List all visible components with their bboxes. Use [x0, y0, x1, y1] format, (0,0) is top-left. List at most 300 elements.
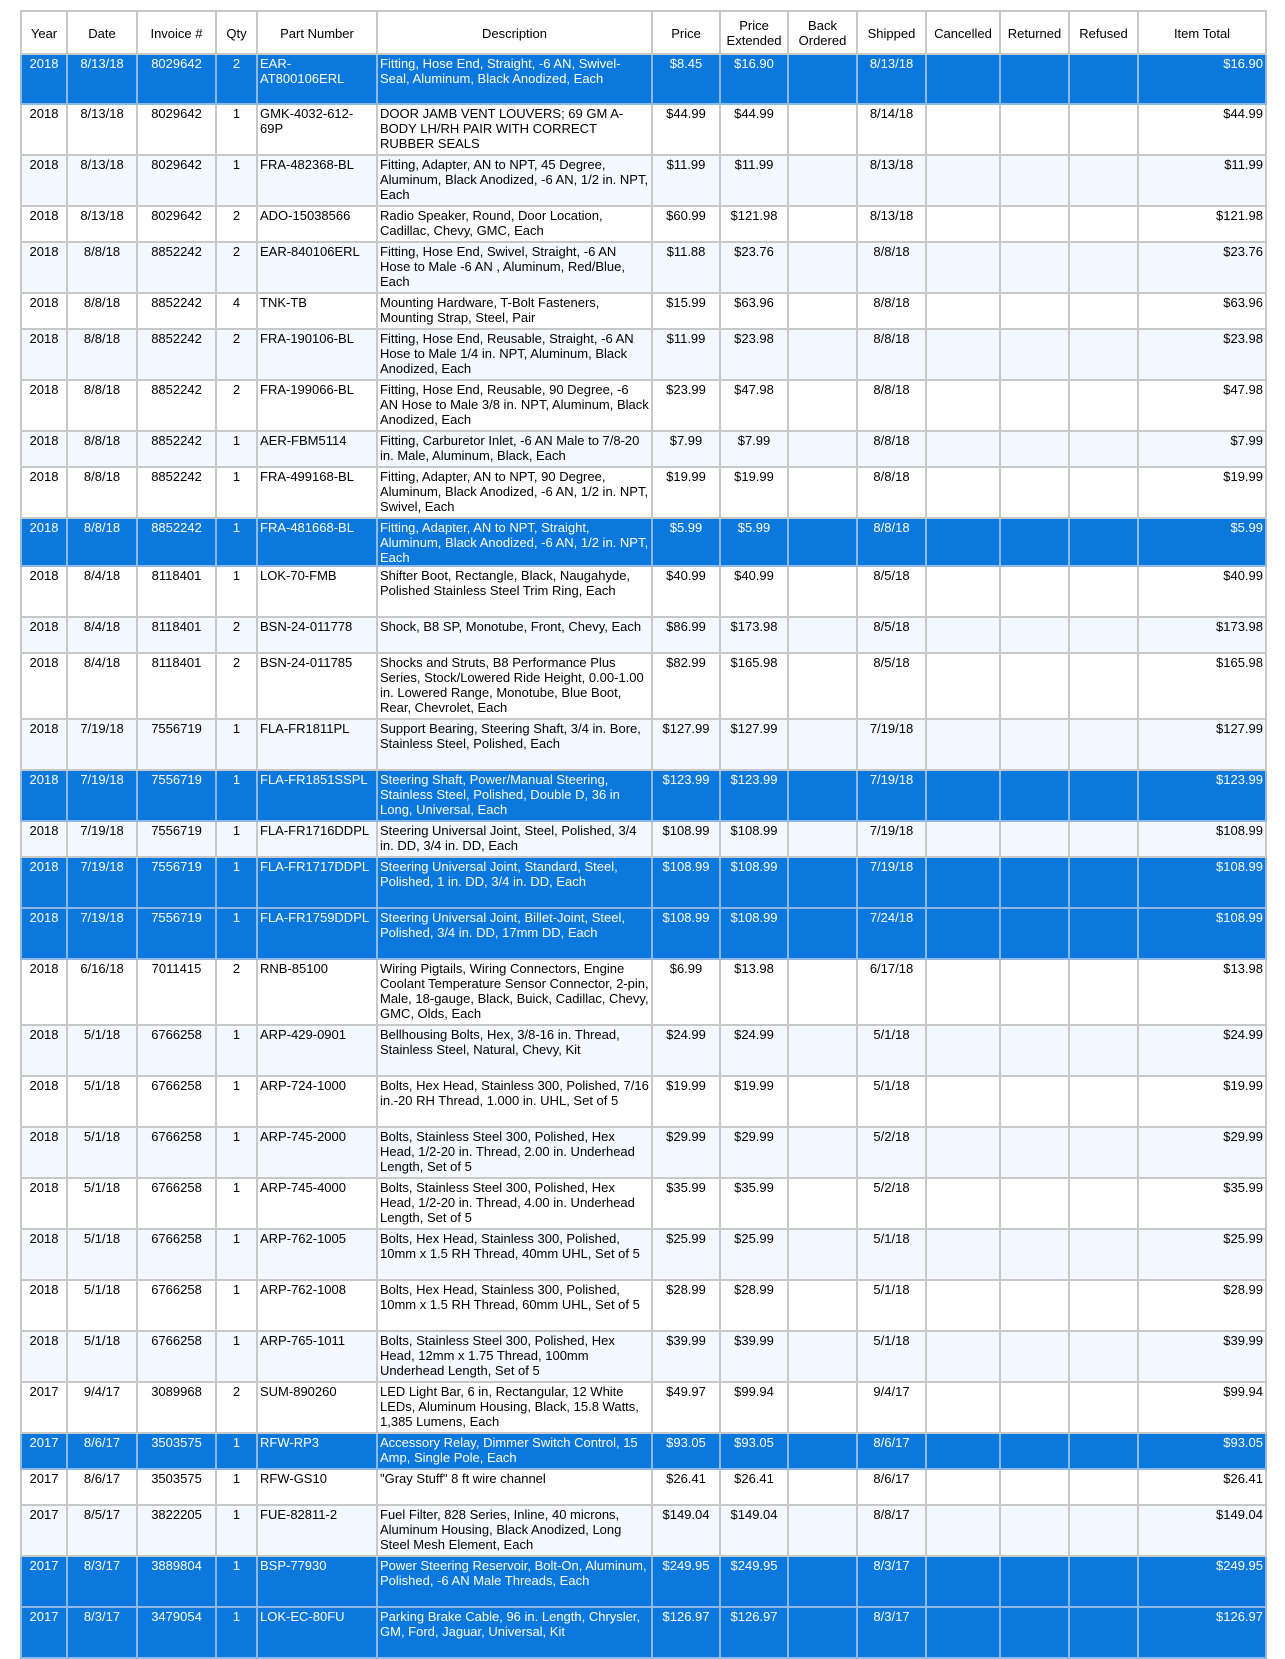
header-cancelled[interactable]: Cancelled — [926, 11, 1000, 54]
cell-date: 8/8/18 — [67, 329, 137, 380]
cell-price: $82.99 — [652, 653, 720, 719]
cell-returned — [1000, 54, 1069, 104]
cell-returned — [1000, 1382, 1069, 1433]
cell-description: Steering Universal Joint, Standard, Steel, Polished, 1 in. DD, 3/4 in. DD, Each — [377, 857, 652, 908]
cell-description: Mounting Hardware, T-Bolt Fasteners, Mounting Strap, Steel, Pair — [377, 293, 652, 329]
cell-qty: 1 — [216, 104, 257, 155]
cell-price-extended: $93.05 — [720, 1433, 788, 1469]
cell-back-ordered — [788, 566, 857, 617]
cell-price: $39.99 — [652, 1331, 720, 1382]
cell-price: $249.95 — [652, 1556, 720, 1607]
cell-returned — [1000, 566, 1069, 617]
cell-date: 8/4/18 — [67, 566, 137, 617]
table-row[interactable] — [21, 206, 1266, 242]
order-history-grid — [20, 10, 1267, 1659]
cell-price-extended: $29.99 — [720, 1127, 788, 1178]
cell-invoice: 8118401 — [137, 617, 216, 653]
cell-back-ordered — [788, 1076, 857, 1127]
cell-part-number: FRA-190106-BL — [257, 329, 377, 380]
cell-invoice: 7556719 — [137, 719, 216, 770]
cell-shipped: 8/3/17 — [857, 1556, 926, 1607]
cell-item-total: $23.76 — [1138, 242, 1266, 293]
cell-item-total: $11.99 — [1138, 155, 1266, 206]
cell-cancelled — [926, 1280, 1000, 1331]
cell-date: 8/8/18 — [67, 242, 137, 293]
cell-price: $6.99 — [652, 959, 720, 1025]
cell-refused — [1069, 155, 1138, 206]
cell-back-ordered — [788, 959, 857, 1025]
cell-description: Steering Universal Joint, Steel, Polished, 3/4 in. DD, 3/4 in. DD, Each — [377, 821, 652, 857]
table-row[interactable] — [21, 770, 1266, 821]
header-description[interactable]: Description — [377, 11, 652, 54]
cell-refused — [1069, 653, 1138, 719]
cell-returned — [1000, 155, 1069, 206]
cell-price: $15.99 — [652, 293, 720, 329]
cell-refused — [1069, 770, 1138, 821]
cell-item-total: $47.98 — [1138, 380, 1266, 431]
table-row[interactable] — [21, 1469, 1266, 1505]
cell-invoice: 7011415 — [137, 959, 216, 1025]
table-row[interactable] — [21, 857, 1266, 908]
cell-refused — [1069, 857, 1138, 908]
cell-qty: 1 — [216, 518, 257, 566]
header-qty[interactable]: Qty — [216, 11, 257, 54]
cell-shipped: 8/13/18 — [857, 206, 926, 242]
cell-description: Fitting, Adapter, AN to NPT, Straight, Aluminum, Black Anodized, -6 AN, 1/2 in. NPT, Each — [377, 518, 652, 566]
cell-item-total: $173.98 — [1138, 617, 1266, 653]
cell-item-total: $108.99 — [1138, 908, 1266, 959]
cell-part-number: ARP-429-0901 — [257, 1025, 377, 1076]
header-price[interactable]: Price — [652, 11, 720, 54]
cell-date: 7/19/18 — [67, 770, 137, 821]
cell-part-number: EAR-AT800106ERL — [257, 54, 377, 104]
table-row[interactable] — [21, 719, 1266, 770]
cell-shipped: 5/1/18 — [857, 1229, 926, 1280]
cell-qty: 2 — [216, 653, 257, 719]
cell-shipped: 8/8/18 — [857, 518, 926, 566]
cell-qty: 2 — [216, 380, 257, 431]
cell-invoice: 8852242 — [137, 380, 216, 431]
cell-invoice: 8118401 — [137, 566, 216, 617]
cell-qty: 2 — [216, 1382, 257, 1433]
table-row[interactable] — [21, 959, 1266, 1025]
cell-part-number: EAR-840106ERL — [257, 242, 377, 293]
table-row[interactable] — [21, 242, 1266, 293]
table-row[interactable] — [21, 1505, 1266, 1556]
cell-returned — [1000, 518, 1069, 566]
cell-year: 2018 — [21, 380, 67, 431]
cell-shipped: 8/5/18 — [857, 617, 926, 653]
cell-year: 2018 — [21, 821, 67, 857]
table-row[interactable] — [21, 1280, 1266, 1331]
cell-price-extended: $123.99 — [720, 770, 788, 821]
cell-price-extended: $25.99 — [720, 1229, 788, 1280]
cell-date: 8/8/18 — [67, 380, 137, 431]
cell-price-extended: $5.99 — [720, 518, 788, 566]
cell-cancelled — [926, 959, 1000, 1025]
cell-price-extended: $108.99 — [720, 908, 788, 959]
cell-price-extended: $39.99 — [720, 1331, 788, 1382]
cell-returned — [1000, 1025, 1069, 1076]
cell-back-ordered — [788, 617, 857, 653]
cell-refused — [1069, 1076, 1138, 1127]
cell-price: $28.99 — [652, 1280, 720, 1331]
cell-price-extended: $40.99 — [720, 566, 788, 617]
cell-date: 5/1/18 — [67, 1076, 137, 1127]
cell-returned — [1000, 1127, 1069, 1178]
cell-year: 2018 — [21, 1331, 67, 1382]
cell-description: Fuel Filter, 828 Series, Inline, 40 microns, Aluminum Housing, Black Anodized, Long Steel Mesh Element, Each — [377, 1505, 652, 1556]
cell-date: 8/8/18 — [67, 431, 137, 467]
cell-price: $11.99 — [652, 329, 720, 380]
header-price-extended[interactable]: Price Extended — [720, 11, 788, 54]
cell-price-extended: $24.99 — [720, 1025, 788, 1076]
table-row[interactable] — [21, 1607, 1266, 1658]
cell-invoice: 6766258 — [137, 1076, 216, 1127]
cell-qty: 1 — [216, 155, 257, 206]
cell-refused — [1069, 1607, 1138, 1658]
cell-part-number: ARP-762-1005 — [257, 1229, 377, 1280]
cell-invoice: 8852242 — [137, 242, 216, 293]
cell-price-extended: $11.99 — [720, 155, 788, 206]
cell-returned — [1000, 821, 1069, 857]
cell-item-total: $7.99 — [1138, 431, 1266, 467]
cell-date: 5/1/18 — [67, 1280, 137, 1331]
cell-description: Power Steering Reservoir, Bolt-On, Aluminum, Polished, -6 AN Male Threads, Each — [377, 1556, 652, 1607]
cell-shipped: 6/17/18 — [857, 959, 926, 1025]
cell-shipped: 8/8/18 — [857, 329, 926, 380]
header-back-ordered[interactable]: Back Ordered — [788, 11, 857, 54]
cell-refused — [1069, 293, 1138, 329]
cell-qty: 1 — [216, 1433, 257, 1469]
table-row[interactable] — [21, 1433, 1266, 1469]
cell-price: $19.99 — [652, 467, 720, 518]
cell-cancelled — [926, 1607, 1000, 1658]
cell-price: $93.05 — [652, 1433, 720, 1469]
cell-qty: 1 — [216, 1076, 257, 1127]
cell-back-ordered — [788, 1382, 857, 1433]
cell-description: Steering Universal Joint, Billet-Joint, Steel, Polished, 3/4 in. DD, 17mm DD, Each — [377, 908, 652, 959]
cell-refused — [1069, 380, 1138, 431]
cell-cancelled — [926, 857, 1000, 908]
cell-returned — [1000, 431, 1069, 467]
cell-refused — [1069, 518, 1138, 566]
cell-returned — [1000, 1280, 1069, 1331]
cell-date: 8/5/17 — [67, 1505, 137, 1556]
cell-invoice: 3822205 — [137, 1505, 216, 1556]
table-row[interactable] — [21, 1382, 1266, 1433]
cell-back-ordered — [788, 1331, 857, 1382]
cell-date: 5/1/18 — [67, 1331, 137, 1382]
cell-part-number: BSP-77930 — [257, 1556, 377, 1607]
cell-cancelled — [926, 1505, 1000, 1556]
cell-refused — [1069, 566, 1138, 617]
header-date[interactable]: Date — [67, 11, 137, 54]
cell-returned — [1000, 1178, 1069, 1229]
cell-price-extended: $19.99 — [720, 467, 788, 518]
cell-item-total: $25.99 — [1138, 1229, 1266, 1280]
cell-year: 2017 — [21, 1469, 67, 1505]
cell-price: $23.99 — [652, 380, 720, 431]
cell-price: $11.99 — [652, 155, 720, 206]
cell-refused — [1069, 1556, 1138, 1607]
cell-year: 2017 — [21, 1556, 67, 1607]
cell-shipped: 8/8/18 — [857, 380, 926, 431]
table-row[interactable] — [21, 1229, 1266, 1280]
cell-back-ordered — [788, 1229, 857, 1280]
cell-qty: 1 — [216, 857, 257, 908]
cell-back-ordered — [788, 1505, 857, 1556]
cell-back-ordered — [788, 242, 857, 293]
cell-price-extended: $249.95 — [720, 1556, 788, 1607]
cell-part-number: FRA-481668-BL — [257, 518, 377, 566]
cell-part-number: FLA-FR1717DDPL — [257, 857, 377, 908]
cell-cancelled — [926, 467, 1000, 518]
header-part-number[interactable]: Part Number — [257, 11, 377, 54]
cell-item-total: $35.99 — [1138, 1178, 1266, 1229]
cell-shipped: 8/8/18 — [857, 242, 926, 293]
table-row[interactable] — [21, 54, 1266, 104]
header-shipped[interactable]: Shipped — [857, 11, 926, 54]
cell-price-extended: $173.98 — [720, 617, 788, 653]
cell-invoice: 7556719 — [137, 857, 216, 908]
cell-part-number: ARP-745-2000 — [257, 1127, 377, 1178]
cell-returned — [1000, 770, 1069, 821]
cell-back-ordered — [788, 155, 857, 206]
header-returned[interactable]: Returned — [1000, 11, 1069, 54]
cell-returned — [1000, 104, 1069, 155]
cell-qty: 2 — [216, 206, 257, 242]
table-row[interactable] — [21, 908, 1266, 959]
cell-description: Parking Brake Cable, 96 in. Length, Chrysler, GM, Ford, Jaguar, Universal, Kit — [377, 1607, 652, 1658]
table-row[interactable] — [21, 518, 1266, 566]
cell-date: 7/19/18 — [67, 908, 137, 959]
cell-description: Accessory Relay, Dimmer Switch Control, 15 Amp, Single Pole, Each — [377, 1433, 652, 1469]
cell-cancelled — [926, 1076, 1000, 1127]
cell-item-total: $29.99 — [1138, 1127, 1266, 1178]
cell-price: $123.99 — [652, 770, 720, 821]
table-row[interactable] — [21, 1556, 1266, 1607]
cell-invoice: 8029642 — [137, 54, 216, 104]
cell-part-number: ARP-724-1000 — [257, 1076, 377, 1127]
cell-cancelled — [926, 518, 1000, 566]
cell-year: 2018 — [21, 566, 67, 617]
table-row[interactable] — [21, 467, 1266, 518]
table-row[interactable] — [21, 653, 1266, 719]
cell-returned — [1000, 206, 1069, 242]
cell-year: 2017 — [21, 1382, 67, 1433]
cell-price-extended: $26.41 — [720, 1469, 788, 1505]
cell-qty: 1 — [216, 770, 257, 821]
cell-refused — [1069, 467, 1138, 518]
table-row[interactable] — [21, 431, 1266, 467]
header-item-total[interactable]: Item Total — [1138, 11, 1266, 54]
cell-description: Wiring Pigtails, Wiring Connectors, Engine Coolant Temperature Sensor Connector, 2-pin, Male, 18-gauge, Black, Buick, Cadillac, Chevy, GMC, Olds, Each — [377, 959, 652, 1025]
cell-returned — [1000, 857, 1069, 908]
cell-invoice: 3503575 — [137, 1433, 216, 1469]
header-invoice[interactable]: Invoice # — [137, 11, 216, 54]
cell-qty: 2 — [216, 617, 257, 653]
cell-cancelled — [926, 1469, 1000, 1505]
cell-qty: 1 — [216, 566, 257, 617]
cell-price-extended: $63.96 — [720, 293, 788, 329]
cell-shipped: 7/19/18 — [857, 770, 926, 821]
cell-invoice: 6766258 — [137, 1178, 216, 1229]
cell-back-ordered — [788, 329, 857, 380]
cell-year: 2018 — [21, 431, 67, 467]
cell-refused — [1069, 1127, 1138, 1178]
cell-price: $7.99 — [652, 431, 720, 467]
header-year[interactable]: Year — [21, 11, 67, 54]
cell-back-ordered — [788, 857, 857, 908]
table-body — [21, 54, 1266, 1658]
cell-cancelled — [926, 431, 1000, 467]
cell-shipped: 8/6/17 — [857, 1433, 926, 1469]
cell-cancelled — [926, 155, 1000, 206]
cell-description: Bolts, Hex Head, Stainless 300, Polished, 10mm x 1.5 RH Thread, 60mm UHL, Set of 5 — [377, 1280, 652, 1331]
cell-returned — [1000, 380, 1069, 431]
table-row[interactable] — [21, 617, 1266, 653]
cell-invoice: 8118401 — [137, 653, 216, 719]
cell-price: $29.99 — [652, 1127, 720, 1178]
cell-item-total: $5.99 — [1138, 518, 1266, 566]
cell-back-ordered — [788, 653, 857, 719]
cell-refused — [1069, 1382, 1138, 1433]
cell-invoice: 8852242 — [137, 467, 216, 518]
cell-shipped: 7/19/18 — [857, 857, 926, 908]
cell-price-extended: $47.98 — [720, 380, 788, 431]
cell-invoice: 8852242 — [137, 431, 216, 467]
cell-year: 2017 — [21, 1433, 67, 1469]
cell-qty: 2 — [216, 242, 257, 293]
cell-returned — [1000, 1229, 1069, 1280]
cell-invoice: 6766258 — [137, 1331, 216, 1382]
cell-back-ordered — [788, 1469, 857, 1505]
cell-shipped: 8/8/18 — [857, 467, 926, 518]
cell-date: 8/8/18 — [67, 467, 137, 518]
cell-item-total: $108.99 — [1138, 857, 1266, 908]
cell-cancelled — [926, 104, 1000, 155]
cell-description: Fitting, Hose End, Straight, -6 AN, Swivel-Seal, Aluminum, Black Anodized, Each — [377, 54, 652, 104]
cell-cancelled — [926, 566, 1000, 617]
cell-price: $126.97 — [652, 1607, 720, 1658]
cell-cancelled — [926, 1556, 1000, 1607]
cell-cancelled — [926, 54, 1000, 104]
table-row[interactable] — [21, 380, 1266, 431]
cell-invoice: 3479054 — [137, 1607, 216, 1658]
cell-cancelled — [926, 1433, 1000, 1469]
cell-description: DOOR JAMB VENT LOUVERS; 69 GM A-BODY LH/RH PAIR WITH CORRECT RUBBER SEALS — [377, 104, 652, 155]
table-row[interactable] — [21, 821, 1266, 857]
cell-date: 7/19/18 — [67, 719, 137, 770]
table-row[interactable] — [21, 155, 1266, 206]
cell-part-number: TNK-TB — [257, 293, 377, 329]
cell-returned — [1000, 1469, 1069, 1505]
cell-part-number: FUE-82811-2 — [257, 1505, 377, 1556]
cell-returned — [1000, 329, 1069, 380]
cell-qty: 1 — [216, 1607, 257, 1658]
cell-returned — [1000, 908, 1069, 959]
cell-price: $108.99 — [652, 908, 720, 959]
cell-description: Bolts, Hex Head, Stainless 300, Polished, 7/16 in.-20 RH Thread, 1.000 in. UHL, Set of 5 — [377, 1076, 652, 1127]
cell-date: 5/1/18 — [67, 1229, 137, 1280]
table-row[interactable] — [21, 329, 1266, 380]
table-row[interactable] — [21, 293, 1266, 329]
cell-price-extended: $23.76 — [720, 242, 788, 293]
cell-date: 9/4/17 — [67, 1382, 137, 1433]
cell-part-number: LOK-EC-80FU — [257, 1607, 377, 1658]
cell-part-number: FRA-499168-BL — [257, 467, 377, 518]
cell-description: Shock, B8 SP, Monotube, Front, Chevy, Each — [377, 617, 652, 653]
cell-year: 2018 — [21, 653, 67, 719]
cell-cancelled — [926, 206, 1000, 242]
cell-item-total: $39.99 — [1138, 1331, 1266, 1382]
cell-item-total: $99.94 — [1138, 1382, 1266, 1433]
cell-item-total: $19.99 — [1138, 467, 1266, 518]
cell-shipped: 8/8/18 — [857, 431, 926, 467]
table-row[interactable] — [21, 1127, 1266, 1178]
cell-item-total: $40.99 — [1138, 566, 1266, 617]
cell-back-ordered — [788, 518, 857, 566]
cell-back-ordered — [788, 54, 857, 104]
table-row[interactable] — [21, 1076, 1266, 1127]
table-row[interactable] — [21, 566, 1266, 617]
cell-cancelled — [926, 1178, 1000, 1229]
table-row[interactable] — [21, 1331, 1266, 1382]
cell-year: 2018 — [21, 329, 67, 380]
cell-back-ordered — [788, 206, 857, 242]
cell-item-total: $19.99 — [1138, 1076, 1266, 1127]
cell-price: $35.99 — [652, 1178, 720, 1229]
cell-qty: 1 — [216, 1556, 257, 1607]
cell-price-extended: $23.98 — [720, 329, 788, 380]
cell-returned — [1000, 1076, 1069, 1127]
cell-part-number: FLA-FR1811PL — [257, 719, 377, 770]
cell-date: 8/6/17 — [67, 1469, 137, 1505]
cell-qty: 1 — [216, 1127, 257, 1178]
cell-invoice: 6766258 — [137, 1280, 216, 1331]
cell-description: Fitting, Hose End, Reusable, 90 Degree, -6 AN Hose to Male 3/8 in. NPT, Aluminum, Black Anodized, Each — [377, 380, 652, 431]
cell-item-total: $24.99 — [1138, 1025, 1266, 1076]
cell-price: $24.99 — [652, 1025, 720, 1076]
cell-shipped: 8/5/18 — [857, 653, 926, 719]
cell-year: 2018 — [21, 518, 67, 566]
cell-qty: 1 — [216, 1469, 257, 1505]
header-refused[interactable]: Refused — [1069, 11, 1138, 54]
cell-date: 8/13/18 — [67, 54, 137, 104]
cell-refused — [1069, 329, 1138, 380]
cell-shipped: 8/13/18 — [857, 54, 926, 104]
table-row[interactable] — [21, 1025, 1266, 1076]
cell-cancelled — [926, 1382, 1000, 1433]
table-row[interactable] — [21, 104, 1266, 155]
cell-returned — [1000, 1607, 1069, 1658]
cell-item-total: $13.98 — [1138, 959, 1266, 1025]
cell-year: 2018 — [21, 617, 67, 653]
cell-part-number: BSN-24-011778 — [257, 617, 377, 653]
cell-qty: 1 — [216, 431, 257, 467]
table-row[interactable] — [21, 1178, 1266, 1229]
cell-cancelled — [926, 1229, 1000, 1280]
cell-item-total: $123.99 — [1138, 770, 1266, 821]
cell-description: LED Light Bar, 6 in, Rectangular, 12 White LEDs, Aluminum Housing, Black, 15.8 Watts, 1,385 Lumens, Each — [377, 1382, 652, 1433]
cell-invoice: 8029642 — [137, 206, 216, 242]
cell-year: 2018 — [21, 1229, 67, 1280]
cell-date: 8/3/17 — [67, 1607, 137, 1658]
cell-qty: 1 — [216, 1178, 257, 1229]
cell-back-ordered — [788, 380, 857, 431]
cell-year: 2018 — [21, 1127, 67, 1178]
